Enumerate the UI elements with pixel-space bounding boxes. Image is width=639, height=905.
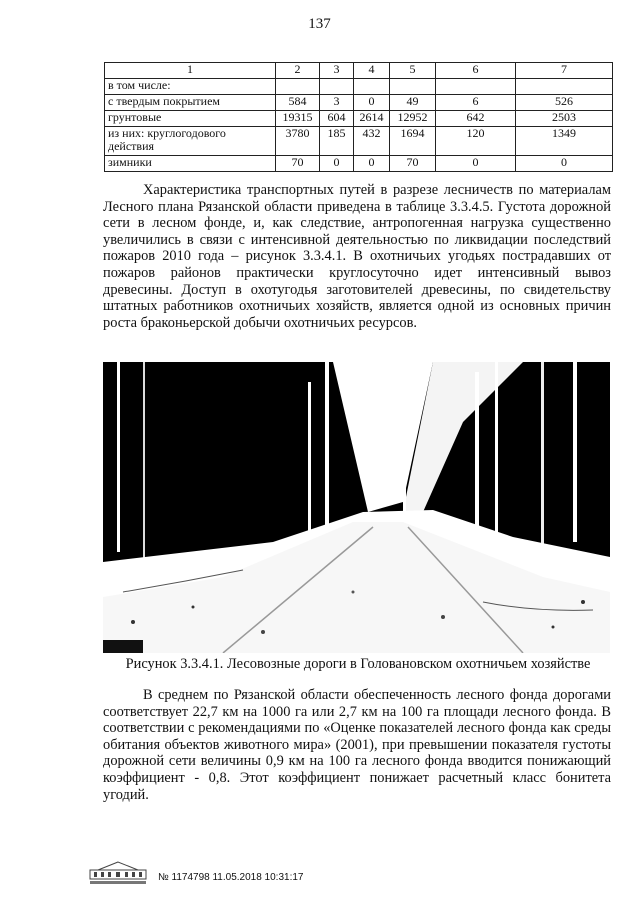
row-label: из них: круглогодового действия bbox=[105, 127, 276, 156]
table-cell: 70 bbox=[276, 156, 320, 172]
table-cell bbox=[354, 79, 390, 95]
table-cell: 3780 bbox=[276, 127, 320, 156]
table-header-cell: 2 bbox=[276, 63, 320, 79]
row-label: зимники bbox=[105, 156, 276, 172]
table-cell: 2614 bbox=[354, 111, 390, 127]
table-header-cell: 5 bbox=[390, 63, 436, 79]
table-cell bbox=[516, 79, 613, 95]
table-cell: 1349 bbox=[516, 127, 613, 156]
table-cell bbox=[436, 79, 516, 95]
paragraph-road-density: В среднем по Рязанской области обеспеченность лесного фонда дорогами соответствует 22,7 км на 1000 га или 2,7 км на 100 га площади лесного фонда. В соответствии с рекомендациями по «Оценке показателей лесного фонда как среды обитания объектов животного мира» (2001), при превышении показателя густоты дорожной сети величины 0,9 км на 100 га лесного фонда вводится понижающий коэффициент - 0,8. Этот коэффициент понижает расчетный класс бонитета угодий. bbox=[103, 687, 611, 803]
table-cell: 49 bbox=[390, 95, 436, 111]
table-row bbox=[105, 79, 613, 95]
table-cell: 2503 bbox=[516, 111, 613, 127]
table-cell: 0 bbox=[354, 156, 390, 172]
table-header-cell: 3 bbox=[320, 63, 354, 79]
table-header-cell: 4 bbox=[354, 63, 390, 79]
table-cell: 12952 bbox=[390, 111, 436, 127]
table-cell: 0 bbox=[436, 156, 516, 172]
row-label: грунтовые bbox=[105, 111, 276, 127]
table-cell: 120 bbox=[436, 127, 516, 156]
table-cell: 0 bbox=[354, 95, 390, 111]
table-cell: 6 bbox=[436, 95, 516, 111]
table-cell: 432 bbox=[354, 127, 390, 156]
table-cell: 0 bbox=[320, 156, 354, 172]
forest-road-photo bbox=[103, 362, 610, 653]
table-cell: 185 bbox=[320, 127, 354, 156]
row-label: с твердым покрытием bbox=[105, 95, 276, 111]
page-footer bbox=[86, 860, 346, 890]
page-number: 137 bbox=[308, 16, 331, 32]
table-cell: 526 bbox=[516, 95, 613, 111]
table-cell: 0 bbox=[516, 156, 613, 172]
table-cell: 1694 bbox=[390, 127, 436, 156]
forest-road-image bbox=[103, 362, 610, 653]
table-header-cell: 6 bbox=[436, 63, 516, 79]
table-row bbox=[105, 95, 613, 111]
transport-table bbox=[104, 62, 613, 172]
building-stamp-icon bbox=[86, 860, 150, 886]
row-label: в том числе: bbox=[105, 79, 276, 95]
table-cell: 642 bbox=[436, 111, 516, 127]
table-cell bbox=[276, 79, 320, 95]
table-cell bbox=[390, 79, 436, 95]
table-header-row bbox=[105, 63, 613, 79]
table-cell bbox=[320, 79, 354, 95]
table-cell: 3 bbox=[320, 95, 354, 111]
table-row bbox=[105, 111, 613, 127]
table-row bbox=[105, 156, 613, 172]
table-cell: 70 bbox=[390, 156, 436, 172]
table-cell: 19315 bbox=[276, 111, 320, 127]
table-header-cell: 1 bbox=[105, 63, 276, 79]
paragraph-transport: Характеристика транспортных путей в разрезе лесничеств по материалам Лесного плана Рязанской области приведена в таблице 3.3.4.5. Густота дорожной сети в лесном фонде, и, как следствие, антропогенная нагрузка существенно увеличились в связи с интенсивной деятельностью по ликвидации последствий пожаров 2010 года – рисунок 3.3.4.1. В охотничьих угодьях пострадавших от пожаров районов практически круглосуточно идет интенсивный вывоз древесины. Доступ в охотугодья заготовителей древесины, по свидетельству штатных работников охотничьих хозяйств, является одной из основных причин роста браконьерской добычи охотничьих ресурсов. bbox=[103, 182, 611, 331]
table-header-cell: 7 bbox=[516, 63, 613, 79]
table-cell: 604 bbox=[320, 111, 354, 127]
table-row bbox=[105, 127, 613, 156]
registration-stamp: № 1174798 11.05.2018 10:31:17 bbox=[158, 872, 304, 883]
figure-caption: Рисунок 3.3.4.1. Лесовозные дороги в Головановском охотничьем хозяйстве bbox=[125, 656, 591, 672]
table-cell: 584 bbox=[276, 95, 320, 111]
